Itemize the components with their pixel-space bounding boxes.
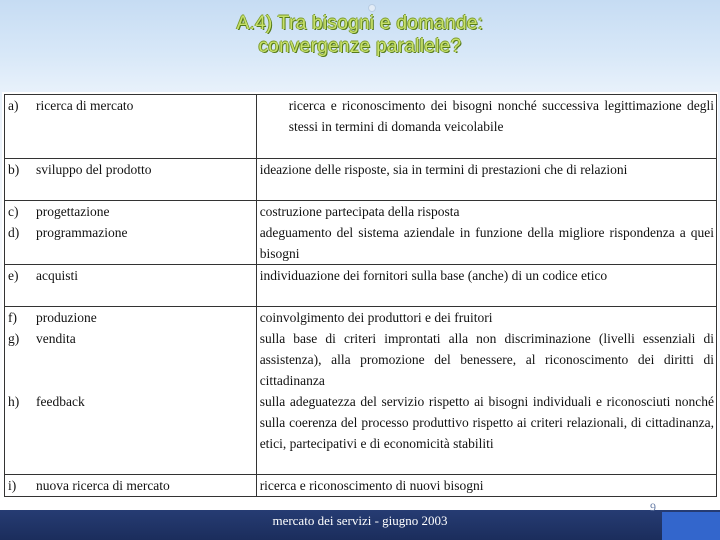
stage-cell <box>5 95 257 159</box>
stage-label: programmazione <box>36 225 128 240</box>
stage-label: produzione <box>36 310 97 325</box>
stage-label: progettazione <box>36 204 110 219</box>
stage-item <box>8 328 254 349</box>
process-table <box>4 94 717 497</box>
description-text: individuazione dei fornitori sulla base (anche) di un codice etico <box>259 268 608 283</box>
description-cell <box>256 265 716 307</box>
stage-item <box>8 391 254 412</box>
page-number: 9 <box>650 500 656 514</box>
stage-spacer <box>8 370 254 391</box>
stage-label: feedback <box>36 394 85 409</box>
stage-label: vendita <box>36 331 76 346</box>
slide-title <box>0 12 720 58</box>
description-text: ricerca e riconoscimento di nuovi bisogni <box>259 478 484 493</box>
table-row <box>5 307 717 475</box>
stage-cell <box>5 201 257 265</box>
description-cell <box>256 159 716 201</box>
stage-item <box>8 265 254 286</box>
stage-letter: c) <box>8 204 19 219</box>
stage-letter: i) <box>8 478 17 493</box>
stage-letter: d) <box>8 225 20 240</box>
stage-letter: b) <box>8 162 20 177</box>
stage-label: sviluppo del prodotto <box>36 162 152 177</box>
stage-letter: e) <box>8 268 19 283</box>
stage-cell <box>5 159 257 201</box>
table-row <box>5 201 717 265</box>
stage-item <box>8 95 254 116</box>
decorative-dot <box>368 4 376 12</box>
description-cell <box>256 95 716 159</box>
stage-item <box>8 159 254 180</box>
description-text: costruzione partecipata della risposta <box>259 204 460 219</box>
stage-letter: f) <box>8 310 17 325</box>
title-line-2: convergenze parallele? <box>258 36 462 57</box>
description-text: sulla adeguatezza del servizio rispetto ai bisogni individuali e riconosciuti nonché sulla coerenza del processo produttivo rispetto ai criteri relazionali, di cittadinanza, etici, partecipativi e di economicità stabiliti <box>259 394 714 451</box>
stage-cell <box>5 475 257 497</box>
stage-cell <box>5 307 257 475</box>
description-cell <box>256 475 716 497</box>
stage-cell <box>5 265 257 307</box>
table-row <box>5 159 717 201</box>
stage-letter: h) <box>8 394 20 409</box>
stage-item <box>8 222 254 243</box>
stage-spacer <box>8 349 254 370</box>
stage-letter: g) <box>8 331 20 346</box>
description-text: coinvolgimento dei produttori e dei fruitori <box>259 310 493 325</box>
stage-item <box>8 307 254 328</box>
stage-label: acquisti <box>36 268 78 283</box>
stage-item <box>8 475 254 496</box>
description-cell <box>256 201 716 265</box>
table-row <box>5 265 717 307</box>
description-text: ricerca e riconoscimento dei bisogni nonché successiva legittimazione degli stessi in termini di domanda veicolabile <box>288 98 714 134</box>
description-text: ideazione delle risposte, sia in termini di prestazioni che di relazioni <box>259 162 628 177</box>
title-line-1: A.4) Tra bisogni e domande: <box>236 13 484 34</box>
description-text: sulla base di criteri improntati alla non discriminazione (livelli essenziali di assistenza), alla promozione del benessere, al riconoscimento dei diritti di cittadinanza <box>259 331 714 388</box>
stage-item <box>8 201 254 222</box>
table-row <box>5 95 717 159</box>
table-row <box>5 475 717 497</box>
description-text: adeguamento del sistema aziendale in funzione della migliore rispondenza a quei bisogni <box>259 225 714 261</box>
description-cell <box>256 307 716 475</box>
stage-label: ricerca di mercato <box>36 98 134 113</box>
stage-label: nuova ricerca di mercato <box>36 478 170 493</box>
stage-letter: a) <box>8 98 19 113</box>
footer-caption: mercato dei servizi - giugno 2003 <box>272 513 448 528</box>
